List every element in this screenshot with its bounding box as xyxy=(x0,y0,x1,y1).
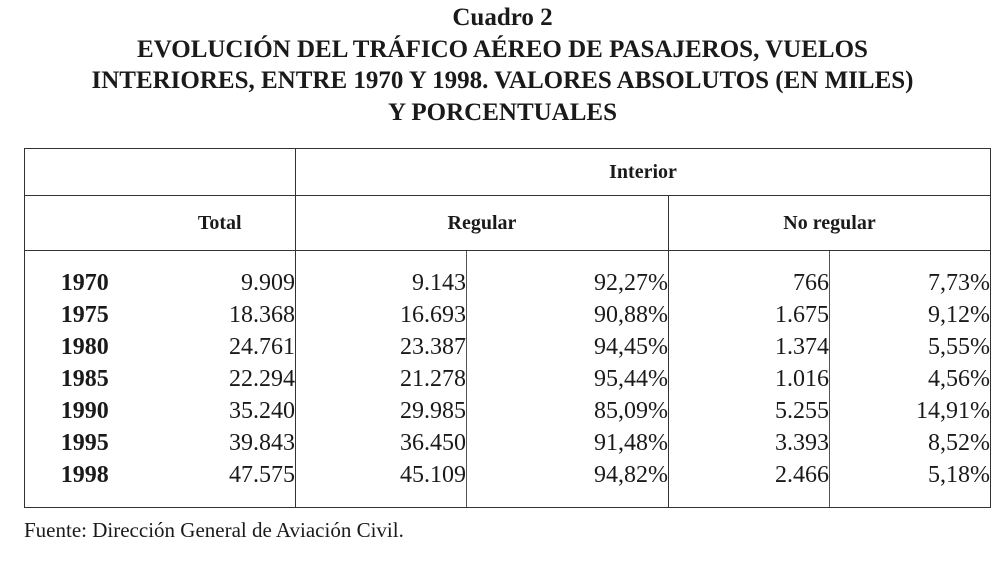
cell-regular: 36.450 xyxy=(296,427,467,459)
cell-year: 1975 xyxy=(25,299,145,331)
table-row xyxy=(25,251,991,300)
header-row-group xyxy=(25,149,991,196)
cell-total: 22.294 xyxy=(229,366,295,392)
table-title-line-1: EVOLUCIÓN DEL TRÁFICO AÉREO DE PASAJEROS, VUELOS xyxy=(137,35,868,63)
cell-year: 1998 xyxy=(25,459,145,508)
cell-regular-pct: 94,82% xyxy=(467,459,669,508)
header-row-columns xyxy=(25,196,991,251)
cell-no-regular-pct: 14,91% xyxy=(830,395,991,427)
table-title-line-3: Y PORCENTUALES xyxy=(388,98,617,126)
table-row xyxy=(25,331,991,363)
cell-regular: 23.387 xyxy=(296,331,467,363)
cell-regular: 21.278 xyxy=(296,363,467,395)
cell-total: 24.761 xyxy=(229,334,295,360)
cell-no-regular-pct: 4,56% xyxy=(830,363,991,395)
table-title-line-2: INTERIORES, ENTRE 1970 Y 1998. VALORES ABSOLUTOS (EN MILES) xyxy=(91,67,914,94)
header-no-regular: No regular xyxy=(669,196,991,251)
table-row xyxy=(25,395,991,427)
cell-year: 1985 xyxy=(25,363,145,395)
table-row xyxy=(25,459,991,508)
cell-total: 47.575 xyxy=(145,459,296,508)
cell-year: 1990 xyxy=(25,395,145,427)
cell-regular: 45.109 xyxy=(296,459,467,508)
cell-total: 39.843 xyxy=(229,430,295,456)
table-number: Cuadro 2 xyxy=(452,4,553,31)
table-caption xyxy=(0,2,1005,128)
table-row xyxy=(25,299,991,331)
cell-regular-pct: 90,88% xyxy=(467,299,669,331)
cell-total: 9.909 xyxy=(241,270,295,296)
cell-regular-pct: 92,27% xyxy=(467,251,669,300)
cell-no-regular: 5.255 xyxy=(669,395,830,427)
cell-total: 35.240 xyxy=(229,398,295,424)
cell-no-regular: 1.016 xyxy=(669,363,830,395)
cell-no-regular-pct: 8,52% xyxy=(830,427,991,459)
cell-no-regular: 1.675 xyxy=(669,299,830,331)
cell-year: 1980 xyxy=(25,331,145,363)
cell-total: 18.368 xyxy=(229,302,295,328)
traffic-table xyxy=(24,148,991,508)
cell-regular: 29.985 xyxy=(296,395,467,427)
table-body xyxy=(25,251,991,508)
cell-year: 1995 xyxy=(25,427,145,459)
cell-no-regular-pct: 5,18% xyxy=(830,459,991,508)
cell-regular-pct: 95,44% xyxy=(467,363,669,395)
cell-regular-pct: 94,45% xyxy=(467,331,669,363)
header-interior: Interior xyxy=(296,149,991,196)
header-year-empty xyxy=(25,196,145,251)
cell-no-regular-pct: 5,55% xyxy=(830,331,991,363)
cell-no-regular: 766 xyxy=(669,251,830,300)
header-regular: Regular xyxy=(296,196,669,251)
cell-regular: 9.143 xyxy=(296,251,467,300)
header-empty-cell xyxy=(25,149,296,196)
cell-year: 1970 xyxy=(25,251,145,300)
header-total: Total xyxy=(145,196,296,251)
table-row xyxy=(25,427,991,459)
cell-no-regular-pct: 7,73% xyxy=(830,251,991,300)
source-note: Fuente: Dirección General de Aviación Civil. xyxy=(24,518,404,542)
cell-regular: 16.693 xyxy=(296,299,467,331)
cell-no-regular: 2.466 xyxy=(669,459,830,508)
table-row xyxy=(25,363,991,395)
cell-no-regular: 1.374 xyxy=(669,331,830,363)
cell-regular-pct: 85,09% xyxy=(467,395,669,427)
cell-regular-pct: 91,48% xyxy=(467,427,669,459)
cell-no-regular-pct: 9,12% xyxy=(830,299,991,331)
cell-no-regular: 3.393 xyxy=(669,427,830,459)
